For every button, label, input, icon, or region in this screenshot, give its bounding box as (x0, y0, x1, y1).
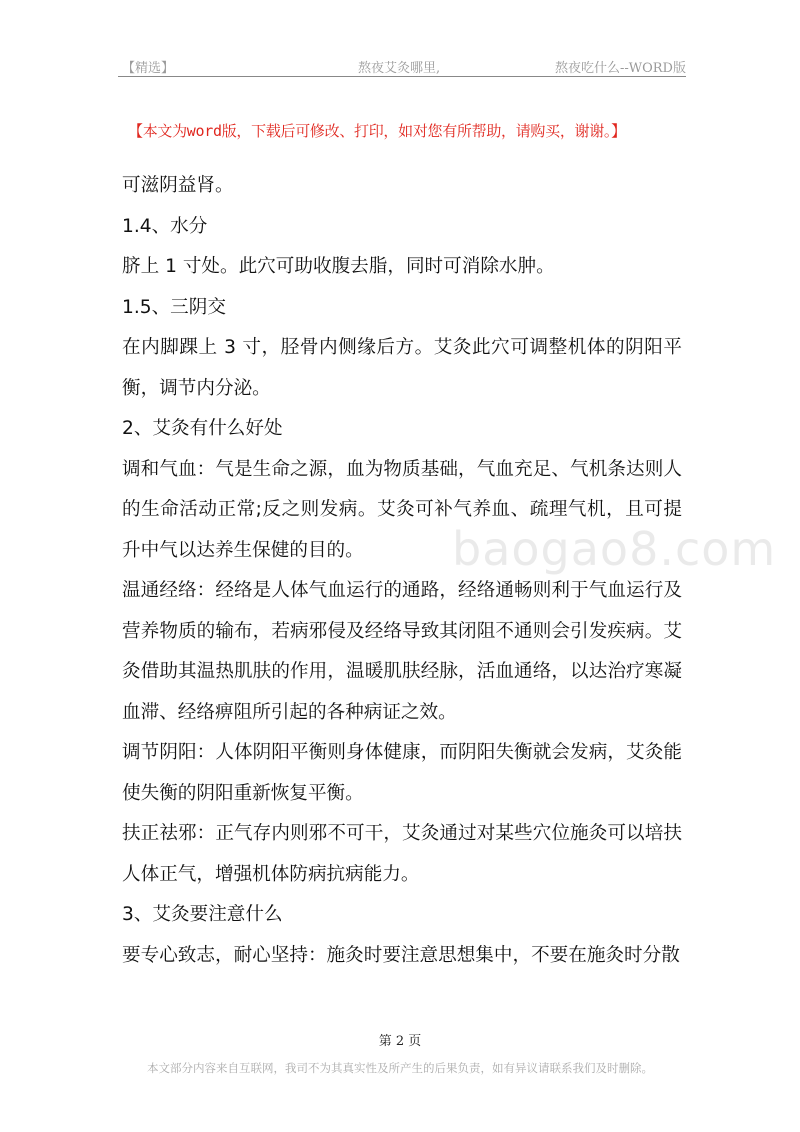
section-heading: 2、艾灸有什么好处 (122, 418, 283, 439)
paragraph: 可滋阴益肾。 (122, 175, 234, 196)
paragraph: 扶正祛邪：正气存内则邪不可干，艾灸通过对某些穴位施灸可以培扶人体正气，增强机体防病抗病能力。 (122, 823, 682, 885)
header-right-label: 熬夜吃什么--WORD版 (554, 61, 686, 76)
section-heading: 1.4、水分 (122, 215, 208, 237)
paragraph: 脐上 1 寸处。此穴可助收腹去脂，同时可消除水肿。 (122, 256, 555, 277)
editable-notice: 【本文为word版，下载后可修改、打印，如对您有所帮助，请购买，谢谢。】 (128, 122, 626, 140)
paragraph: 温通经络：经络是人体气血运行的通路，经络通畅则利于气血运行及营养物质的输布，若病邪侵及经络导致其闭阻不通则会引发疾病。艾灸借助其温热肌肤的作用，温暖肌肤经脉，活血通络，以达治疗寒凝血滞、经络痹阻所引起的各种病证之效。 (122, 580, 682, 723)
page-number: 第 2 页 (378, 1034, 422, 1049)
paragraph: 调节阴阳：人体阴阳平衡则身体健康，而阴阳失衡就会发病，艾灸能使失衡的阴阳重新恢复平衡。 (122, 742, 682, 804)
header-left-label: 【精选】 (122, 61, 175, 76)
document-body (122, 166, 682, 976)
header-title: 熬夜艾灸哪里, (358, 61, 441, 76)
footer-disclaimer: 本文部分内容来自互联网，我司不为其真实性及所产生的后果负责，如有异议请联系我们及时删除。 (147, 1061, 653, 1075)
section-heading: 3、艾灸要注意什么 (122, 904, 283, 925)
paragraph: 调和气血：气是生命之源，血为物质基础，气血充足、气机条达则人的生命活动正常;反之则发病。艾灸可补气养血、疏理气机，且可提升中气以达养生保健的目的。 (122, 458, 682, 561)
paragraph: 要专心致志，耐心坚持：施灸时要注意思想集中，不要在施灸时分散 (122, 944, 680, 966)
page-header (118, 56, 686, 77)
paragraph: 在内脚踝上 3 寸，胫骨内侧缘后方。艾灸此穴可调整机体的阴阳平衡，调节内分泌。 (122, 337, 682, 399)
watermark: baogao8.com (452, 522, 777, 576)
section-heading: 1.5、三阴交 (122, 296, 226, 318)
